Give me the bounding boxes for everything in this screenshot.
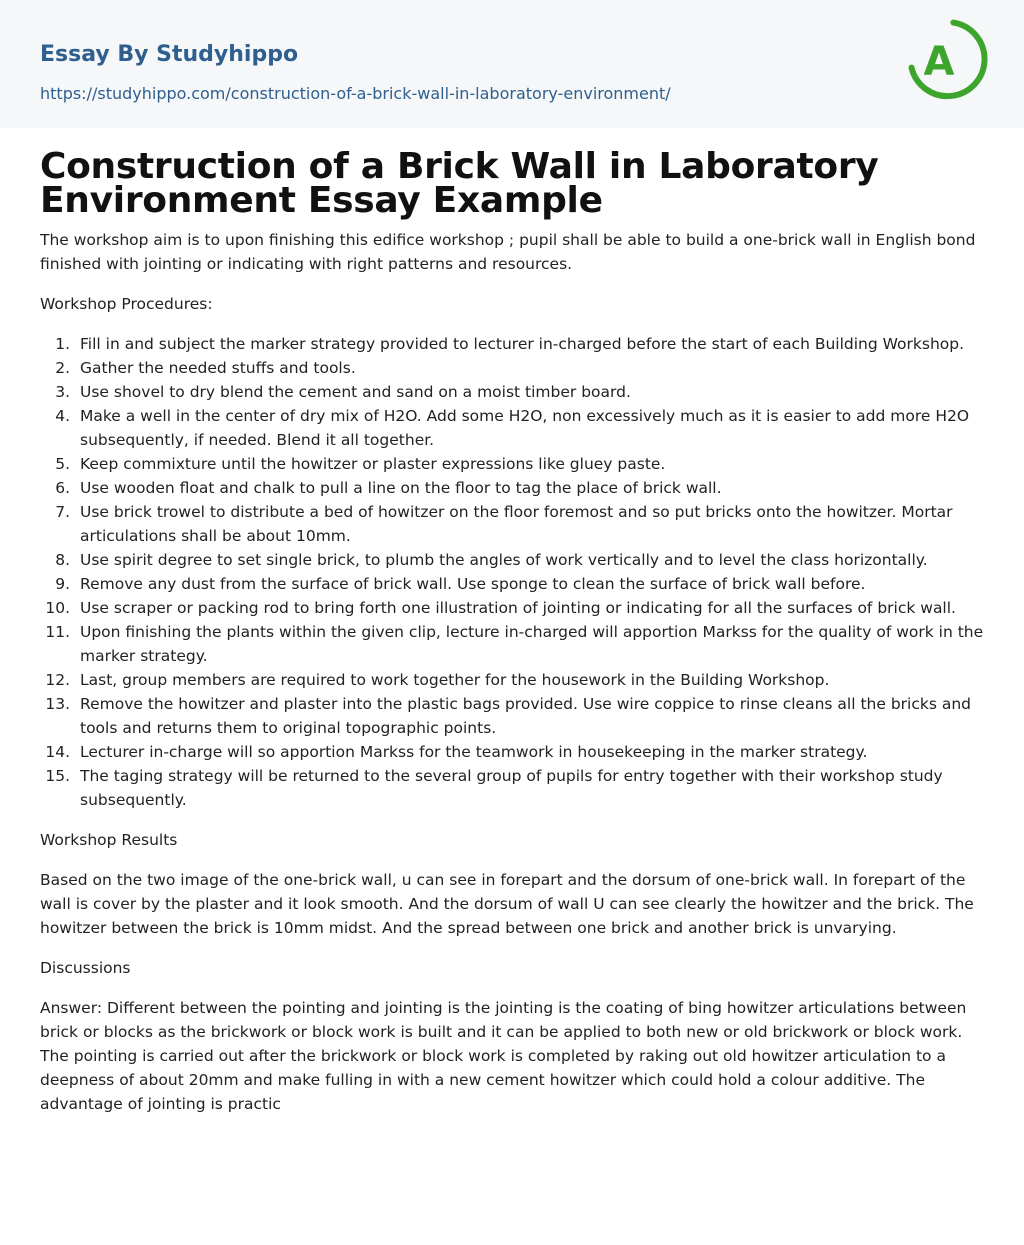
procedure-step: [40, 500, 988, 548]
article: [40, 146, 988, 1116]
step-number: 9.: [55, 575, 70, 593]
procedures-heading: Workshop Procedures:: [40, 295, 213, 313]
step-text: Fill in and subject the marker strategy provided to lecturer in-charged before the start of each Building Workshop.: [80, 335, 965, 353]
step-number: 4.: [55, 407, 70, 425]
step-text: Lecturer in-charge will so apportion Markss for the teamwork in housekeeping in the marker strategy.: [80, 743, 868, 761]
procedure-step: [40, 548, 988, 572]
discussions-heading: Discussions: [40, 959, 131, 977]
procedure-step: [40, 620, 988, 668]
step-text: Remove the howitzer and plaster into the plastic bags provided. Use wire coppice to rinse cleans all the bricks and tools and returns them to original topographic points.: [80, 695, 972, 737]
step-text: Gather the needed stuffs and tools.: [80, 359, 356, 377]
step-text: Use shovel to dry blend the cement and sand on a moist timber board.: [80, 383, 631, 401]
step-number: 10.: [45, 599, 70, 617]
procedure-step: [40, 572, 988, 596]
procedure-step: [40, 740, 988, 764]
intro-paragraph: The workshop aim is to upon finishing this edifice workshop ; pupil shall be able to build a one-brick wall in English bond finished with jointing or indicating with right patterns and resources.: [40, 231, 976, 273]
procedure-step: [40, 476, 988, 500]
page-title: Construction of a Brick Wall in Laboratory Environment Essay Example: [40, 146, 879, 221]
step-text: Upon finishing the plants within the given clip, lecture in-charged will apportion Markss for the quality of work in the marker strategy.: [80, 623, 984, 665]
results-heading: Workshop Results: [40, 831, 178, 849]
step-text: Keep commixture until the howitzer or plaster expressions like gluey paste.: [80, 455, 666, 473]
procedure-step: [40, 668, 988, 692]
step-number: 14.: [45, 743, 70, 761]
step-number: 13.: [45, 695, 70, 713]
source-url-link[interactable]: https://studyhippo.com/construction-of-a-brick-wall-in-laboratory-environment/: [40, 84, 671, 103]
procedure-step: [40, 356, 988, 380]
procedure-step: [40, 332, 988, 356]
results-paragraph: Based on the two image of the one-brick wall, u can see in forepart and the dorsum of one-brick wall. In forepart of the wall is cover by the plaster and it look smooth. And the dorsum of wall U can see clearly the howitzer and the brick. The howitzer between the brick is 10mm midst. And the spread between one brick and another brick is unvarying.: [40, 871, 974, 937]
site-brand[interactable]: Essay By Studyhippo: [40, 42, 299, 67]
step-text: Use scraper or packing rod to bring forth one illustration of jointing or indicating for all the surfaces of brick wall.: [80, 599, 956, 617]
step-number: 7.: [55, 503, 70, 521]
step-text: Make a well in the center of dry mix of H2O. Add some H2O, non excessively much as it is easier to add more H2O subsequently, if needed. Blend it all together.: [80, 407, 970, 449]
step-number: 1.: [55, 335, 70, 353]
step-number: 8.: [55, 551, 70, 569]
logo-letter: A: [923, 39, 955, 85]
step-number: 2.: [55, 359, 70, 377]
procedure-step: [40, 404, 988, 452]
step-text: Use wooden float and chalk to pull a line on the floor to tag the place of brick wall.: [80, 479, 722, 497]
procedure-step: [40, 452, 988, 476]
procedure-step: [40, 380, 988, 404]
procedure-step: [40, 764, 988, 812]
step-number: 6.: [55, 479, 70, 497]
studyhippo-logo-icon[interactable]: [908, 18, 988, 106]
step-number: 15.: [45, 767, 70, 785]
step-number: 11.: [45, 623, 70, 641]
step-number: 12.: [45, 671, 70, 689]
procedure-step: [40, 596, 988, 620]
step-number: 5.: [55, 455, 70, 473]
step-text: Use brick trowel to distribute a bed of howitzer on the floor foremost and so put bricks onto the howitzer. Mortar articulations shall be about 10mm.: [80, 503, 953, 545]
step-number: 3.: [55, 383, 70, 401]
procedures-list: [40, 332, 988, 812]
step-text: The taging strategy will be returned to the several group of pupils for entry together with their workshop study subsequently.: [80, 767, 943, 809]
discussions-paragraph: Answer: Different between the pointing and jointing is the jointing is the coating of bing howitzer articulations between brick or blocks as the brickwork or block work is built and it can be applied to both new or old brickwork or block work. The pointing is carried out after the brickwork or block work is completed by raking out old howitzer articulation to a deepness of about 20mm and make fulling in with a new cement howitzer which could hold a colour additive. The advantage of jointing is practic: [40, 999, 967, 1113]
site-header: [0, 0, 1024, 128]
step-text: Last, group members are required to work together for the housework in the Building Workshop.: [80, 671, 830, 689]
procedure-step: [40, 692, 988, 740]
step-text: Remove any dust from the surface of brick wall. Use sponge to clean the surface of brick wall before.: [80, 575, 866, 593]
step-text: Use spirit degree to set single brick, to plumb the angles of work vertically and to level the class horizontally.: [80, 551, 928, 569]
